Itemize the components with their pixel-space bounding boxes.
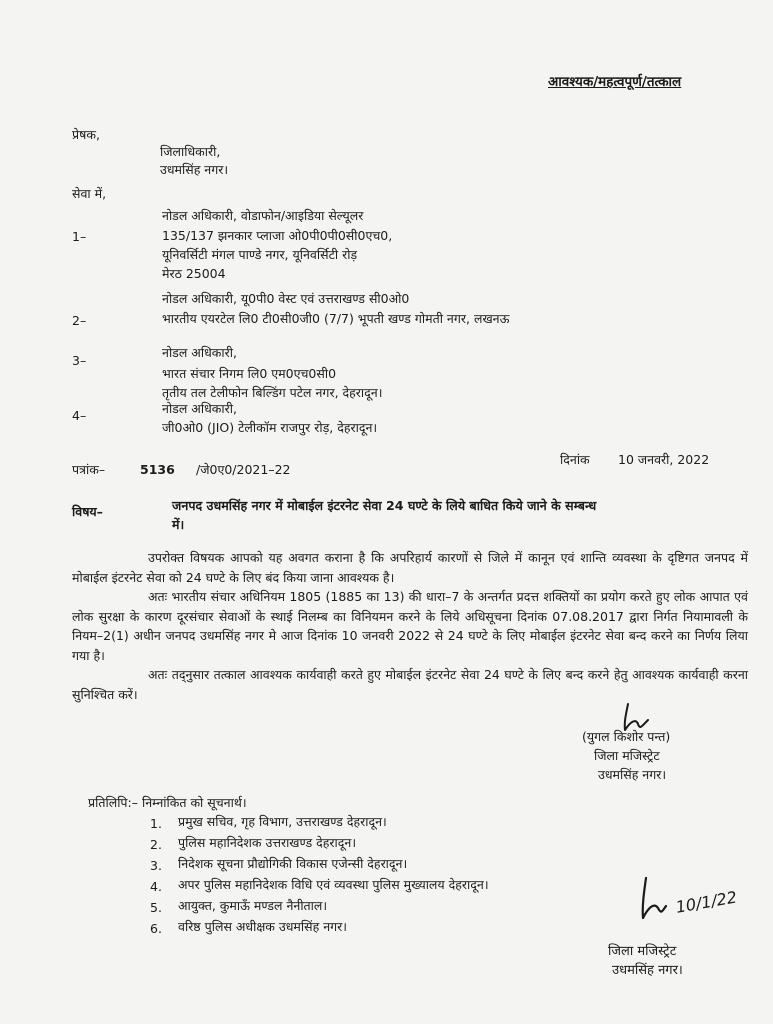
- sender-district: उधमसिंह नगर।: [160, 162, 229, 177]
- sender-designation: जिलाधिकारी,: [160, 144, 221, 159]
- copy-item-number: 5.: [150, 900, 162, 915]
- recipient-4-number: 4–: [72, 408, 87, 423]
- signatory2-title: जिला मजिस्ट्रेट: [608, 944, 677, 959]
- recipient-1-line: मेरठ 25004: [162, 266, 226, 281]
- copy-item-text: आयुक्त, कुमाऊँ मण्डल नैनीताल।: [178, 898, 328, 913]
- handwritten-date: 10/1/22: [674, 887, 739, 917]
- ref-number: 5136: [140, 462, 175, 477]
- ref-label: पत्रांक–: [72, 462, 106, 477]
- recipient-4-line: नोडल अधिकारी,: [162, 401, 237, 416]
- date-label: दिनांक: [560, 452, 590, 467]
- recipient-2-line: नोडल अधिकारी, यू0पी0 वेस्ट एवं उत्तराखण्ड सी0ओ0: [162, 291, 410, 306]
- copy-item-number: 2.: [150, 837, 162, 852]
- body-paragraph-1: उपरोक्त विषयक आपको यह अवगत कराना है कि अपरिहार्य कारणों से जिले में कानून एवं शान्ति व्यवस्था के दृष्टिगत जनपद में मोबाईल इंटरनेट सेवा को 24 घण्टे के लिए बंद किया जाना आवश्यक है।: [72, 550, 748, 585]
- sender-label: प्रेषक,: [72, 127, 100, 142]
- copy-item-text: पुलिस महानिदेशक उत्तराखण्ड देहरादून।: [178, 835, 357, 850]
- copy-item-number: 6.: [150, 921, 162, 936]
- recipient-2-line: भारतीय एयरटेल लि0 टी0सी0जी0 (7/7) भूपती खण्ड गोमती नगर, लखनऊ: [162, 311, 510, 326]
- copy-label: प्रतिलिपि:– निम्नांकित को सूचनार्थ।: [88, 795, 247, 810]
- copy-item-number: 4.: [150, 879, 162, 894]
- recipient-3-number: 3–: [72, 353, 87, 368]
- recipient-2-number: 2–: [72, 313, 87, 328]
- recipient-1-line: 135/137 झनकार प्लाजा ओ0पी0पी0सी0एच0,: [162, 228, 393, 243]
- copy-item-text: अपर पुलिस महानिदेशक विधि एवं व्यवस्था पुलिस मुख्यालय देहरादून।: [178, 877, 489, 892]
- copy-item-number: 3.: [150, 858, 162, 873]
- signatory2-place: उधमसिंह नगर।: [612, 963, 683, 978]
- letter-date: 10 जनवरी, 2022: [618, 452, 710, 467]
- subject-label: विषय–: [72, 504, 103, 519]
- copy-item-text: प्रमुख सचिव, गृह विभाग, उत्तराखण्ड देहरादून।: [178, 814, 387, 829]
- copy-item-text: वरिष्ठ पुलिस अधीक्षक उधमसिंह नगर।: [178, 919, 348, 934]
- recipient-3-line: नोडल अधिकारी,: [162, 345, 237, 360]
- recipient-1-line: यूनिवर्सिटी मंगल पाण्डे नगर, यूनिवर्सिटी रोड़: [162, 247, 358, 262]
- priority-marking: आवश्यक/महत्वपूर्ण/तत्काल: [548, 74, 682, 90]
- body-paragraph-2: अतः भारतीय संचार अधिनियम 1805 (1885 का 13) की धारा–7 के अन्तर्गत प्रदत्त शक्तियों का प्रयोग करते हुए लोक आपात एवं लोक सुरक्षा के कारण दूरसंचार सेवाओं के स्थाई निलम्ब का विनियमन करने के लिये अधिसूचना दिनांक 07.08.2017 द्वारा निर्गत नियामावली के नियम–2(1) अधीन जनपद उधमसिंह नगर मे आज दिनांक 10 जनवरी 2022 से 24 घण्टे के लिए मोबाईल इंटरनेट सेवा बन्द करने का निर्णय लिया गया है।: [72, 589, 748, 663]
- signatory-name: (युगल किशोर पन्त): [582, 729, 671, 744]
- body-paragraph-3: अतः तद्नुसार तत्काल आवश्यक कार्यवाही करते हुए मोबाईल इंटरनेट सेवा 24 घण्टे के लिए बन्द करने हेतु आवश्यक कार्यवाही करना सुनिश्चित करें।: [72, 667, 748, 702]
- subject-text-cont: में।: [172, 517, 185, 532]
- signatory-place: उधमसिंह नगर।: [598, 767, 667, 782]
- signatory-title: जिला मजिस्ट्रेट: [594, 748, 660, 763]
- recipient-1-line: नोडल अधिकारी, वोडाफोन/आइडिया सेल्यूलर: [162, 208, 364, 223]
- recipient-4-line: जी0ओ0 (JIO) टेलीकॉम राजपुर रोड़, देहरादून।: [162, 420, 378, 435]
- copy-item-text: निदेशक सूचना प्रौद्योगिकी विकास एजेन्सी देहरादून।: [178, 856, 408, 871]
- recipient-3-line: तृतीय तल टेलीफोन बिल्डिंग पटेल नगर, देहरादून।: [162, 385, 383, 400]
- recipient-1-number: 1–: [72, 229, 87, 244]
- copy-item-number: 1.: [150, 816, 162, 831]
- ref-suffix: /जे0ए0/2021–22: [196, 462, 291, 477]
- subject-text: जनपद उधमसिंह नगर में मोबाईल इंटरनेट सेवा 24 घण्टे के लिये बाधित किये जाने के सम्बन्ध: [172, 498, 597, 513]
- to-label: सेवा में,: [72, 186, 107, 201]
- recipient-3-line: भारत संचार निगम लि0 एम0एच0सी0: [162, 366, 337, 381]
